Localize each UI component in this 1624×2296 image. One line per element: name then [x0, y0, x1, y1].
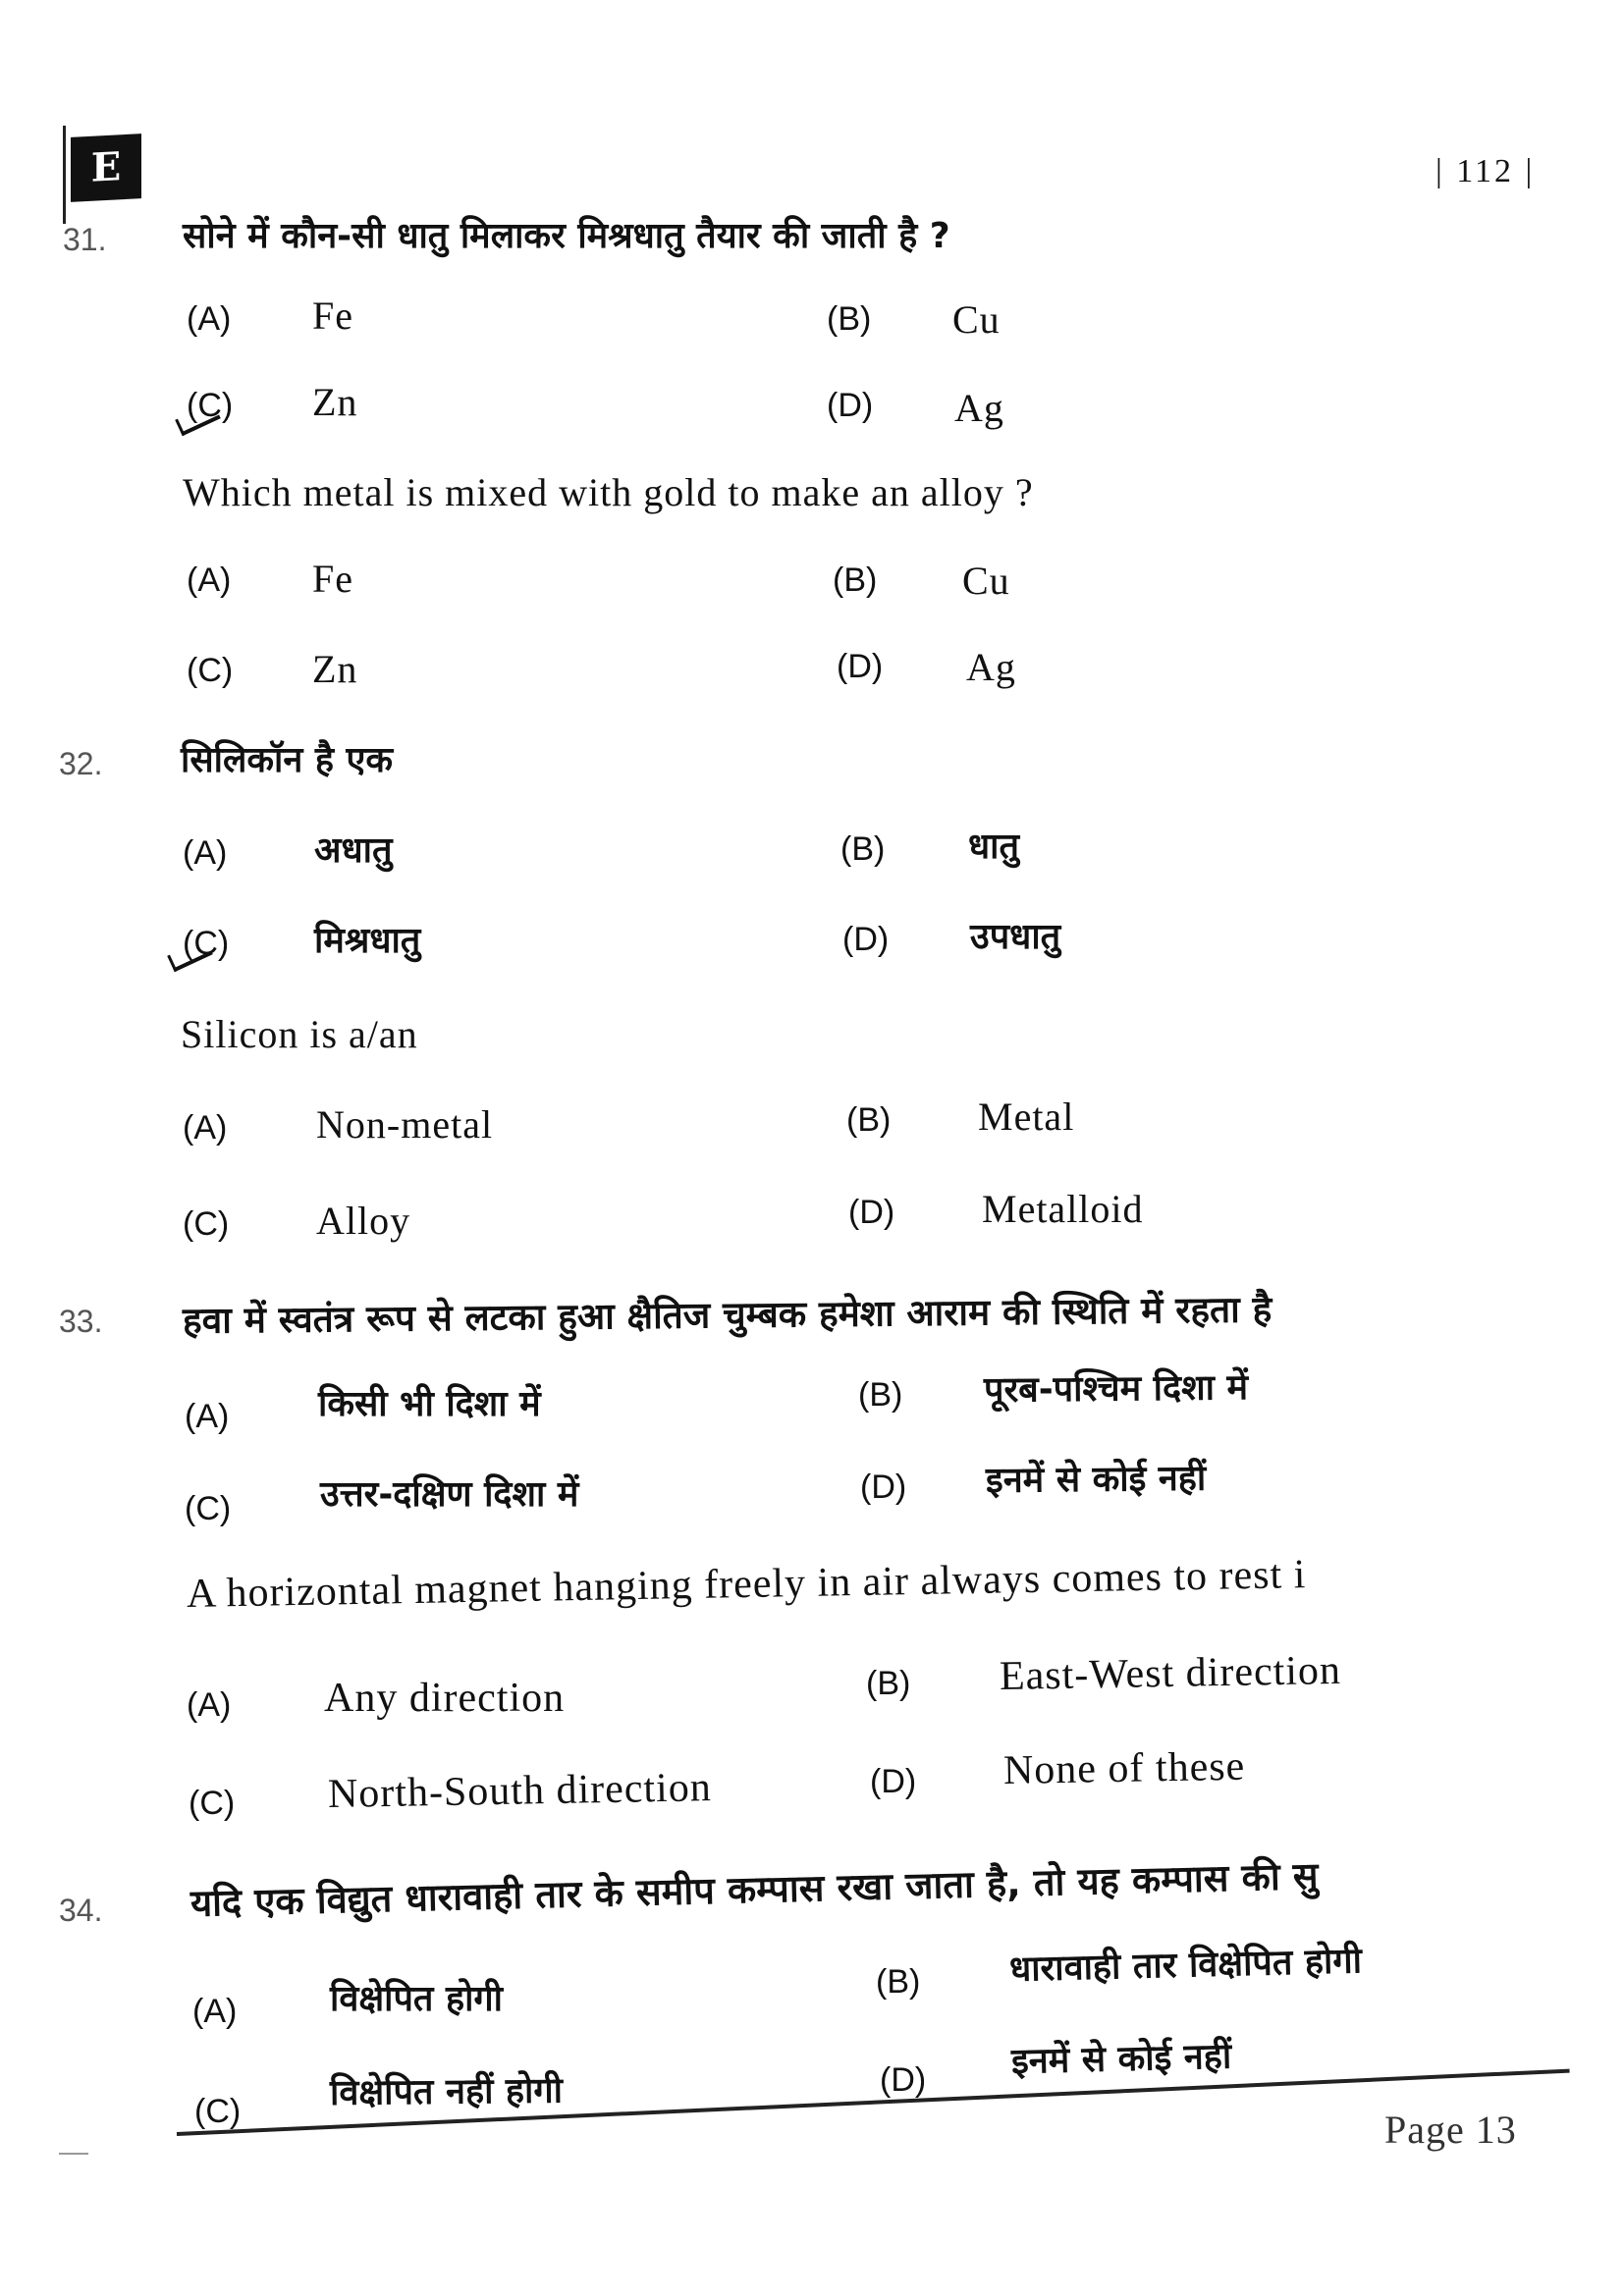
option-label: (D): [842, 921, 890, 958]
option-text: Non-metal: [316, 1102, 494, 1147]
option-label: (A): [183, 1109, 228, 1147]
set-code-badge: E: [71, 133, 141, 202]
option-text: Zn: [312, 647, 358, 691]
option-text: Zn: [312, 380, 358, 424]
question-text-hindi: सोने में कौन-सी धातु मिलाकर मिश्रधातु तैयार की जाती है ?: [183, 216, 950, 256]
option-text: Metalloid: [982, 1187, 1144, 1231]
option-label: (C): [183, 925, 230, 962]
question-text-hindi: सिलिकॉन है एक: [181, 740, 394, 780]
option-text: Any direction: [324, 1676, 566, 1721]
option-text: Alloy: [316, 1199, 411, 1243]
question-text-english: Silicon is a/an: [181, 1012, 418, 1056]
option-text: इनमें से कोई नहीं: [1010, 2036, 1232, 2082]
question-text-hindi: यदि एक विद्युत धारावाही तार के समीप कम्पास रखा जाता है, तो यह कम्पास की सु: [189, 1853, 1320, 1925]
option-label: (B): [833, 561, 878, 599]
option-label: (C): [187, 652, 234, 689]
question-number: 31.: [63, 222, 107, 257]
question-number: 34.: [59, 1893, 103, 1928]
option-label: (A): [187, 300, 232, 338]
option-text: धातु: [968, 827, 1019, 867]
option-text: None of these: [1002, 1743, 1246, 1793]
set-badge-rule: [63, 126, 66, 224]
option-text: किसी भी दिशा में: [318, 1384, 541, 1424]
page-number: Page 13: [1384, 2108, 1517, 2152]
option-text: विक्षेपित नहीं होगी: [329, 2070, 564, 2113]
option-label: (A): [192, 1993, 238, 2030]
option-label: (D): [848, 1194, 895, 1231]
option-label: (D): [827, 387, 874, 424]
footer-dash: [59, 2153, 88, 2155]
option-text: अधातु: [314, 830, 393, 871]
option-text: Cu: [962, 559, 1010, 603]
option-text: उत्तर-दक्षिण दिशा में: [320, 1474, 579, 1515]
option-label: (A): [187, 1686, 232, 1724]
option-text: विक्षेपित होगी: [330, 1979, 504, 2019]
option-label: (D): [837, 648, 884, 685]
option-label: (A): [183, 834, 228, 872]
option-text: Fe: [312, 557, 353, 601]
option-label: (B): [846, 1101, 892, 1139]
option-label: (C): [183, 1205, 230, 1243]
option-text: Ag: [954, 386, 1004, 430]
option-label: (C): [187, 387, 234, 424]
option-text: North-South direction: [327, 1765, 713, 1817]
option-label: (D): [860, 1468, 907, 1506]
option-label: (A): [187, 561, 232, 599]
option-label: (D): [870, 1763, 917, 1800]
option-label: (B): [827, 300, 872, 338]
page-code: | 112 |: [1435, 153, 1536, 189]
option-label: (A): [185, 1398, 230, 1435]
option-label: (B): [876, 1963, 921, 2001]
option-label: (B): [858, 1376, 903, 1414]
option-text: Fe: [312, 294, 353, 338]
option-label: (D): [880, 2061, 927, 2099]
option-label: (C): [185, 1490, 232, 1527]
question-number: 32.: [59, 746, 103, 781]
option-text: Metal: [978, 1095, 1075, 1139]
option-text: Ag: [966, 645, 1016, 689]
option-text: पूरब-पश्चिम दिशा में: [983, 1367, 1249, 1411]
option-label: (C): [189, 1785, 236, 1822]
option-text: उपधातु: [970, 917, 1061, 957]
question-text-english: A horizontal magnet hanging freely in air always comes to rest i: [186, 1552, 1307, 1617]
option-text: East-West direction: [999, 1647, 1342, 1699]
option-text: धारावाही तार विक्षेपित होगी: [1008, 1941, 1363, 1990]
option-label: (B): [840, 830, 886, 868]
option-label: (C): [194, 2093, 242, 2130]
question-text-hindi: हवा में स्वतंत्र रूप से लटका हुआ क्षैतिज चुम्बक हमेशा आराम की स्थिति में रहता है: [182, 1288, 1272, 1342]
option-label: (B): [866, 1665, 911, 1702]
question-text-english: Which metal is mixed with gold to make an alloy ?: [183, 470, 1034, 514]
option-text: इनमें से कोई नहीं: [985, 1458, 1207, 1501]
option-text: मिश्रधातु: [314, 921, 421, 961]
question-number: 33.: [59, 1304, 103, 1339]
option-text: Cu: [952, 297, 1001, 342]
